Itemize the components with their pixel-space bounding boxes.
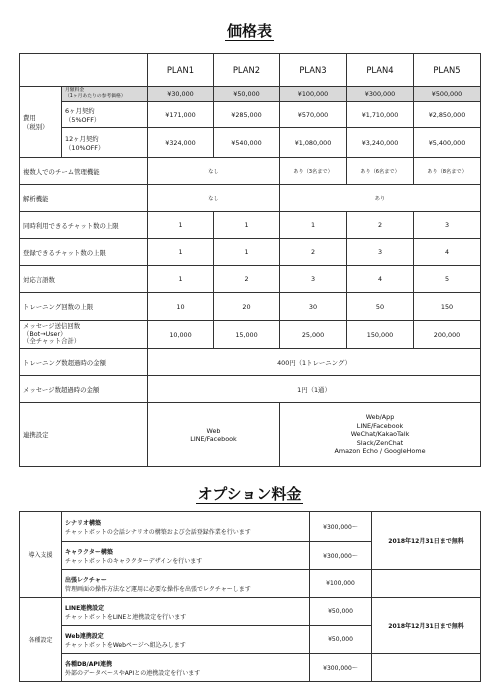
row-cell: 4 [347, 266, 414, 293]
row-cell: 2 [280, 239, 347, 266]
row-cell: 30 [280, 293, 347, 321]
analysis-none: なし [148, 185, 280, 212]
option-desc: 管理画面の操作方法など運用に必要な操作を出張でレクチャーします [65, 585, 251, 593]
row-cell: 10 [148, 293, 214, 321]
twelve-month-label: 12ヶ月契約 （10%OFF） [62, 128, 148, 158]
option-item [62, 542, 310, 570]
six-month-cell: ¥171,000 [148, 102, 214, 128]
options-group-settings: 各種設定 [20, 598, 62, 682]
integration-basic: Web LINE/Facebook [148, 403, 280, 467]
option-name: Web連携設定 [65, 632, 104, 640]
option-name: キャラクター構築 [65, 548, 113, 556]
row-label: 対応言語数 [20, 266, 148, 293]
six-month-cell: ¥2,850,000 [414, 102, 481, 128]
row-label: 登録できるチャット数の上限 [20, 239, 148, 266]
monthly-cell: ¥500,000 [414, 87, 481, 102]
option-desc: チャットボットのキャラクターデザインを行います [65, 557, 203, 565]
option-price: ¥100,000 [310, 570, 372, 598]
option-desc: チャットボットをWebページへ組込みします [65, 641, 186, 649]
option-price: ¥300,000〜 [310, 512, 372, 542]
option-price: ¥300,000〜 [310, 542, 372, 570]
row-cell: 1 [214, 239, 280, 266]
row-cell: 200,000 [414, 321, 481, 349]
six-month-cell: ¥285,000 [214, 102, 280, 128]
six-month-cell: ¥1,710,000 [347, 102, 414, 128]
monthly-cell: ¥300,000 [347, 87, 414, 102]
options-table [19, 511, 481, 682]
option-free-note: 2018年12月31日まで無料 [372, 512, 481, 570]
option-item [62, 598, 310, 626]
option-name: シナリオ構築 [65, 519, 101, 527]
option-item [62, 512, 310, 542]
option-price: ¥50,000 [310, 598, 372, 626]
options-group-onboarding: 導入支援 [20, 512, 62, 598]
twelve-month-cell: ¥1,080,000 [280, 128, 347, 158]
six-month-label: 6ヶ月契約 （5%OFF） [62, 102, 148, 128]
row-cell: 1 [148, 212, 214, 239]
analysis-label: 解析機能 [20, 185, 148, 212]
row-cell: 1 [280, 212, 347, 239]
team-plan3: あり（3名まで） [280, 158, 347, 185]
option-name: 各種DB/API連携 [65, 660, 113, 668]
six-month-cell: ¥570,000 [280, 102, 347, 128]
message-over-label: メッセージ数超過時の金額 [20, 376, 148, 403]
monthly-cell: ¥30,000 [148, 87, 214, 102]
options-title: オプション料金 [197, 485, 302, 503]
twelve-month-cell: ¥3,240,000 [347, 128, 414, 158]
option-desc: 外部のデータベースやAPIとの連携設定を行います [65, 669, 201, 677]
option-price: ¥50,000 [310, 626, 372, 654]
plan-header: PLAN4 [347, 54, 414, 87]
fee-group-label: 費用 （税別） [20, 87, 62, 158]
row-cell: 1 [148, 266, 214, 293]
option-desc: チャットボットの会話シナリオの構築および会話登録作業を行います [65, 528, 251, 536]
row-cell: 1 [214, 212, 280, 239]
monthly-cell: ¥100,000 [280, 87, 347, 102]
option-free-note: 2018年12月31日まで無料 [372, 598, 481, 654]
empty-cell [372, 654, 481, 682]
row-cell: 150,000 [347, 321, 414, 349]
plan-header: PLAN3 [280, 54, 347, 87]
row-cell: 20 [214, 293, 280, 321]
plan-header: PLAN5 [414, 54, 481, 87]
row-cell: 15,000 [214, 321, 280, 349]
row-label: メッセージ送信回数 （Bot→User） （全チャット合計） [20, 321, 148, 349]
team-plan4: あり（6名まで） [347, 158, 414, 185]
training-over-value: 400円（1トレーニング） [148, 349, 481, 376]
row-label: トレーニング回数の上限 [20, 293, 148, 321]
row-cell: 1 [148, 239, 214, 266]
row-label: 同時利用できるチャット数の上限 [20, 212, 148, 239]
team-plan5: あり（8名まで） [414, 158, 481, 185]
monthly-label: 月額料金 （1ヶ月あたりの参考価格） [62, 87, 148, 102]
row-cell: 2 [347, 212, 414, 239]
integration-advanced: Web/App LINE/Facebook WeChat/KakaoTalk Slack/ZenChat Amazon Echo / GoogleHome [280, 403, 481, 467]
plan-header: PLAN1 [148, 54, 214, 87]
row-cell: 2 [214, 266, 280, 293]
corner-cell [20, 54, 148, 87]
option-desc: チャットボットをLINEと連携設定を行います [65, 613, 187, 621]
row-cell: 150 [414, 293, 481, 321]
option-price: ¥300,000〜 [310, 654, 372, 682]
empty-cell [372, 570, 481, 598]
monthly-cell: ¥50,000 [214, 87, 280, 102]
row-cell: 3 [347, 239, 414, 266]
row-cell: 50 [347, 293, 414, 321]
option-item [62, 626, 310, 654]
message-over-value: 1円（1通） [148, 376, 481, 403]
training-over-label: トレーニング数超過時の金額 [20, 349, 148, 376]
analysis-yes: あり [280, 185, 481, 212]
row-cell: 10,000 [148, 321, 214, 349]
team-none: なし [148, 158, 280, 185]
twelve-month-cell: ¥540,000 [214, 128, 280, 158]
row-cell: 25,000 [280, 321, 347, 349]
row-cell: 3 [280, 266, 347, 293]
option-item [62, 654, 310, 682]
twelve-month-cell: ¥5,400,000 [414, 128, 481, 158]
plan-header: PLAN2 [214, 54, 280, 87]
integration-label: 連携設定 [20, 403, 148, 467]
option-name: 出張レクチャー [65, 576, 107, 584]
price-table [19, 53, 481, 467]
option-name: LINE連携設定 [65, 604, 105, 612]
option-item [62, 570, 310, 598]
row-cell: 5 [414, 266, 481, 293]
twelve-month-cell: ¥324,000 [148, 128, 214, 158]
row-cell: 4 [414, 239, 481, 266]
page-title: 価格表 [226, 22, 272, 40]
row-cell: 3 [414, 212, 481, 239]
team-label: 複数人でのチーム管理機能 [20, 158, 148, 185]
